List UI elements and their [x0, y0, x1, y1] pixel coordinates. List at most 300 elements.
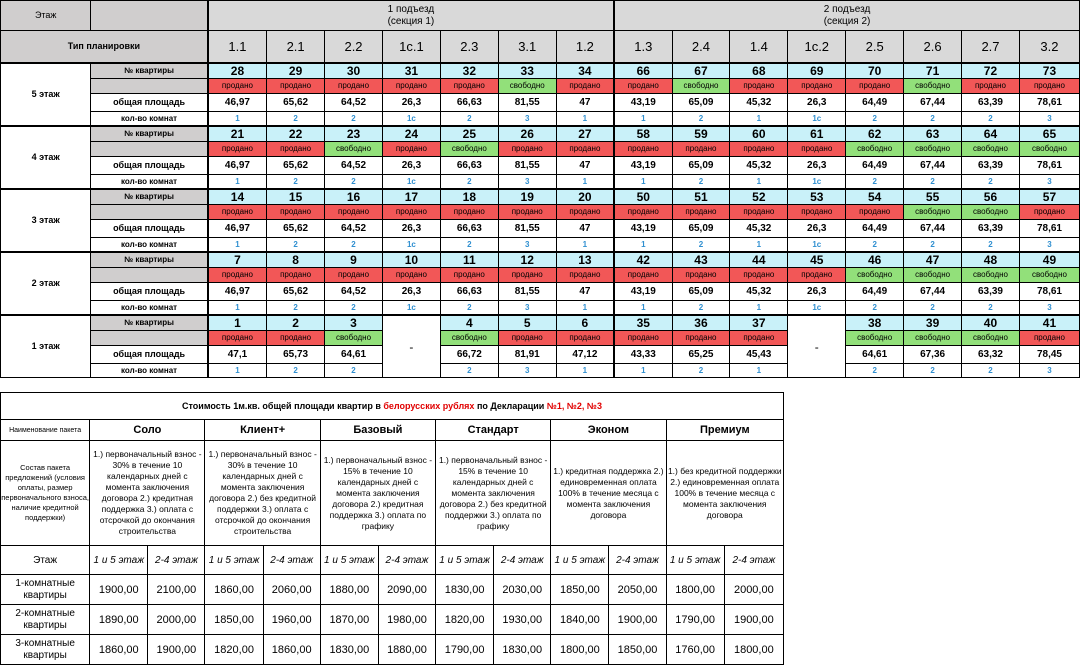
price-table-title: Стоимость 1м.кв. общей площади квартир в белорусских рублях по Декларации №1, №2, №3 — [1, 393, 784, 420]
status-badge: продано — [498, 142, 556, 157]
floor-group-2-4: 2-4 этаж — [378, 546, 435, 575]
apartment-area: 64,52 — [325, 283, 383, 301]
room-count: 1 — [730, 364, 788, 378]
room-count: 1 — [556, 112, 614, 127]
room-count: 1 — [614, 364, 672, 378]
apartment-number: 24 — [382, 126, 440, 142]
apartment-number: 19 — [498, 189, 556, 205]
apartment-number: 54 — [846, 189, 904, 205]
apartment-number: 10 — [382, 252, 440, 268]
apartment-number: 29 — [267, 63, 325, 79]
rooms-label: кол-во комнат — [91, 301, 208, 316]
status-badge: продано — [556, 142, 614, 157]
apartment-area: 65,62 — [267, 94, 325, 112]
price-cell: 2090,00 — [378, 575, 435, 605]
floor-group-2-4: 2-4 этаж — [724, 546, 783, 575]
apartment-area: 47,1 — [208, 346, 267, 364]
room-count: 1 — [614, 238, 672, 253]
room-count: 1 — [208, 175, 267, 190]
apartment-area: 67,36 — [904, 346, 962, 364]
apartment-number: 44 — [730, 252, 788, 268]
apartment-area: 63,39 — [962, 283, 1020, 301]
apartment-area: 65,73 — [267, 346, 325, 364]
price-cell: 2100,00 — [148, 575, 205, 605]
apartment-area: 64,52 — [325, 220, 383, 238]
area-label: общая площадь — [91, 157, 208, 175]
apartment-number: 73 — [1019, 63, 1079, 79]
price-cell: 1870,00 — [320, 605, 378, 635]
package-name-label: Наименование пакета — [1, 420, 90, 441]
layout-type-label: Тип планировки — [1, 31, 208, 64]
apartment-number: 47 — [904, 252, 962, 268]
status-badge: продано — [672, 142, 730, 157]
apartment-area: 81,55 — [498, 94, 556, 112]
status-label-blank — [91, 331, 208, 346]
price-cell: 1800,00 — [551, 635, 609, 665]
apartment-number: 26 — [498, 126, 556, 142]
room-count: 3 — [498, 301, 556, 316]
room-count: 2 — [962, 364, 1020, 378]
room-count: 2 — [440, 175, 498, 190]
apartment-number: 64 — [962, 126, 1020, 142]
status-badge: продано — [614, 268, 672, 283]
room-count: 2 — [846, 112, 904, 127]
floor-group-2-4: 2-4 этаж — [494, 546, 551, 575]
room-type-label: 1-комнатные квартиры — [1, 575, 90, 605]
no-apartment-dash: - — [788, 315, 846, 378]
apartment-number: 3 — [325, 315, 383, 331]
apt-number-label: № квартиры — [91, 189, 208, 205]
apartment-area: 43,19 — [614, 94, 672, 112]
apartment-area: 43,19 — [614, 220, 672, 238]
status-badge: свободно — [846, 142, 904, 157]
apartment-number: 30 — [325, 63, 383, 79]
apartment-number: 49 — [1019, 252, 1079, 268]
status-badge: продано — [614, 205, 672, 220]
floor-group-1-5: 1 и 5 этаж — [205, 546, 263, 575]
room-count: 1с — [788, 238, 846, 253]
price-cell: 1800,00 — [724, 635, 783, 665]
status-badge: свободно — [498, 79, 556, 94]
price-cell: 1860,00 — [263, 635, 320, 665]
room-count: 3 — [1019, 175, 1079, 190]
apartment-number: 15 — [267, 189, 325, 205]
price-floor-label: Этаж — [1, 546, 90, 575]
apartment-area: 65,62 — [267, 283, 325, 301]
apartment-area: 26,3 — [788, 283, 846, 301]
apartment-area: 47 — [556, 283, 614, 301]
room-count: 2 — [962, 238, 1020, 253]
apartment-number: 50 — [614, 189, 672, 205]
apartment-area: 43,19 — [614, 283, 672, 301]
apartment-number: 20 — [556, 189, 614, 205]
layout-type-cell: 2.5 — [846, 31, 904, 64]
apartment-number: 35 — [614, 315, 672, 331]
header-blank — [91, 1, 208, 31]
apartment-area: 26,3 — [382, 157, 440, 175]
price-cell: 2000,00 — [148, 605, 205, 635]
room-count: 2 — [267, 364, 325, 378]
status-badge: продано — [672, 205, 730, 220]
package-name: Соло — [90, 420, 205, 441]
status-badge: свободно — [325, 331, 383, 346]
apartment-number: 27 — [556, 126, 614, 142]
room-count: 1 — [208, 112, 267, 127]
apartment-area: 46,97 — [208, 220, 267, 238]
apartment-number: 58 — [614, 126, 672, 142]
apartment-area: 26,3 — [382, 94, 440, 112]
room-count: 2 — [846, 175, 904, 190]
room-count: 2 — [440, 364, 498, 378]
room-count: 2 — [267, 112, 325, 127]
apartment-area: 64,52 — [325, 157, 383, 175]
room-count: 2 — [325, 364, 383, 378]
status-badge: продано — [1019, 331, 1079, 346]
apartment-area: 64,61 — [846, 346, 904, 364]
price-cell: 1850,00 — [205, 605, 263, 635]
floor-name: 3 этаж — [1, 189, 91, 252]
apartment-number: 66 — [614, 63, 672, 79]
status-badge: продано — [556, 79, 614, 94]
apartment-number: 2 — [267, 315, 325, 331]
status-badge: продано — [267, 79, 325, 94]
price-cell: 1820,00 — [436, 605, 494, 635]
apartment-number: 17 — [382, 189, 440, 205]
apartment-area: 45,32 — [730, 94, 788, 112]
floor-name: 2 этаж — [1, 252, 91, 315]
apartment-number: 36 — [672, 315, 730, 331]
status-badge: продано — [1019, 79, 1079, 94]
status-badge: свободно — [904, 205, 962, 220]
apartment-area: 46,97 — [208, 283, 267, 301]
status-badge: свободно — [846, 268, 904, 283]
status-badge: продано — [208, 142, 267, 157]
rooms-label: кол-во комнат — [91, 112, 208, 127]
room-count: 1 — [208, 301, 267, 316]
price-cell: 1980,00 — [378, 605, 435, 635]
price-cell: 1930,00 — [494, 605, 551, 635]
room-count: 3 — [1019, 112, 1079, 127]
apartment-area: 65,09 — [672, 157, 730, 175]
floor-group-1-5: 1 и 5 этаж — [90, 546, 148, 575]
status-badge: свободно — [1019, 142, 1079, 157]
price-cell: 1840,00 — [551, 605, 609, 635]
status-badge: продано — [730, 142, 788, 157]
floor-name: 4 этаж — [1, 126, 91, 189]
room-count: 2 — [325, 112, 383, 127]
apartment-number: 42 — [614, 252, 672, 268]
apartment-area: 81,55 — [498, 220, 556, 238]
room-count: 2 — [962, 112, 1020, 127]
status-badge: свободно — [325, 142, 383, 157]
layout-type-cell: 2.6 — [904, 31, 962, 64]
status-badge: продано — [498, 205, 556, 220]
status-badge: продано — [614, 331, 672, 346]
apartment-area: 64,49 — [846, 94, 904, 112]
apartment-area: 45,32 — [730, 283, 788, 301]
status-badge: продано — [498, 331, 556, 346]
package-composition-label: Состав пакета предложений (условия оплаты, размер первоначального взноса, наличие кредитной поддержки) — [1, 441, 90, 546]
price-cell: 1880,00 — [320, 575, 378, 605]
apartment-area: 26,3 — [382, 220, 440, 238]
status-badge: продано — [730, 268, 788, 283]
status-badge: продано — [382, 79, 440, 94]
apartment-area: 45,32 — [730, 220, 788, 238]
package-name: Клиент+ — [205, 420, 320, 441]
status-badge: продано — [267, 142, 325, 157]
room-count: 1с — [788, 301, 846, 316]
room-count: 1 — [614, 301, 672, 316]
layout-type-cell: 2.3 — [440, 31, 498, 64]
status-badge: продано — [672, 268, 730, 283]
apartment-number: 43 — [672, 252, 730, 268]
price-cell: 1860,00 — [205, 575, 263, 605]
price-cell: 1850,00 — [609, 635, 666, 665]
status-badge: продано — [267, 331, 325, 346]
apartment-area: 78,61 — [1019, 94, 1079, 112]
apartment-area: 66,63 — [440, 283, 498, 301]
room-count: 2 — [325, 238, 383, 253]
status-badge: продано — [440, 79, 498, 94]
apartment-area: 65,62 — [267, 220, 325, 238]
apartment-area: 26,3 — [788, 94, 846, 112]
price-cell: 1900,00 — [609, 605, 666, 635]
status-label-blank — [91, 268, 208, 283]
apartment-area: 64,61 — [325, 346, 383, 364]
room-count: 2 — [325, 301, 383, 316]
room-count: 2 — [440, 301, 498, 316]
apartment-area: 65,25 — [672, 346, 730, 364]
status-badge: свободно — [440, 331, 498, 346]
status-badge: продано — [325, 268, 383, 283]
apartment-area: 64,49 — [846, 157, 904, 175]
room-count: 2 — [325, 175, 383, 190]
status-badge: продано — [846, 79, 904, 94]
apartment-number: 28 — [208, 63, 267, 79]
layout-type-cell: 1с.2 — [788, 31, 846, 64]
apartment-number: 46 — [846, 252, 904, 268]
apartment-area: 67,44 — [904, 220, 962, 238]
floor-group-2-4: 2-4 этаж — [148, 546, 205, 575]
area-label: общая площадь — [91, 283, 208, 301]
apartment-number: 25 — [440, 126, 498, 142]
status-badge: продано — [382, 205, 440, 220]
room-count: 2 — [672, 301, 730, 316]
status-badge: продано — [208, 268, 267, 283]
floor-group-2-4: 2-4 этаж — [263, 546, 320, 575]
room-count: 3 — [1019, 301, 1079, 316]
price-cell: 1900,00 — [148, 635, 205, 665]
package-description: 1.) кредитная поддержка 2.) единовременная оплата 100% в течение месяца с момента заключения договора — [551, 441, 666, 546]
layout-type-cell: 1.1 — [208, 31, 267, 64]
room-count: 2 — [440, 112, 498, 127]
apartment-number: 57 — [1019, 189, 1079, 205]
apartment-area: 46,97 — [208, 157, 267, 175]
apt-number-label: № квартиры — [91, 126, 208, 142]
apartment-area: 67,44 — [904, 157, 962, 175]
room-count: 2 — [846, 238, 904, 253]
package-description: 1.) первоначальный взнос - 15% в течение 10 календарных дней с момента заключения договора 2.) без кредитной поддержки 3.) оплата по графику — [436, 441, 551, 546]
package-description: 1.) первоначальный взнос - 15% в течение 10 календарных дней с момента заключения договора 2.) кредитная поддержка 3.) оплата по графику — [320, 441, 435, 546]
area-label: общая площадь — [91, 220, 208, 238]
apartment-area: 47,12 — [556, 346, 614, 364]
price-table — [0, 392, 784, 665]
price-cell: 1830,00 — [436, 575, 494, 605]
apartment-area: 64,52 — [325, 94, 383, 112]
status-badge: продано — [556, 205, 614, 220]
package-description: 1.) первоначальный взнос - 30% в течение 10 календарных дней с момента заключения договора 2.) кредитная поддержка 3.) оплата с отсрочкой до окончания строительства — [90, 441, 205, 546]
price-cell: 1830,00 — [494, 635, 551, 665]
room-count: 2 — [904, 364, 962, 378]
apartment-number: 12 — [498, 252, 556, 268]
apt-number-label: № квартиры — [91, 63, 208, 79]
apartment-area: 46,97 — [208, 94, 267, 112]
status-badge: продано — [730, 79, 788, 94]
status-badge: продано — [440, 205, 498, 220]
room-count: 1 — [556, 238, 614, 253]
apt-number-label: № квартиры — [91, 315, 208, 331]
floor-name: 1 этаж — [1, 315, 91, 378]
room-count: 2 — [904, 238, 962, 253]
status-badge: свободно — [1019, 268, 1079, 283]
status-badge: продано — [788, 205, 846, 220]
price-cell: 1850,00 — [551, 575, 609, 605]
status-label-blank — [91, 205, 208, 220]
layout-type-cell: 2.2 — [325, 31, 383, 64]
apartment-area: 81,55 — [498, 283, 556, 301]
apartment-area: 67,44 — [904, 94, 962, 112]
status-badge: продано — [556, 268, 614, 283]
room-count: 1с — [382, 238, 440, 253]
apartment-number: 51 — [672, 189, 730, 205]
apartment-number: 18 — [440, 189, 498, 205]
price-cell: 1880,00 — [378, 635, 435, 665]
apartment-number: 68 — [730, 63, 788, 79]
layout-type-cell: 2.4 — [672, 31, 730, 64]
room-count: 2 — [904, 301, 962, 316]
rooms-label: кол-во комнат — [91, 175, 208, 190]
apartment-number: 33 — [498, 63, 556, 79]
apartment-number: 7 — [208, 252, 267, 268]
price-cell: 1790,00 — [666, 605, 724, 635]
room-count: 1 — [556, 364, 614, 378]
apartment-number: 69 — [788, 63, 846, 79]
apartment-area: 26,3 — [788, 157, 846, 175]
room-count: 2 — [672, 238, 730, 253]
apartment-area: 64,49 — [846, 220, 904, 238]
package-name: Эконом — [551, 420, 666, 441]
status-badge: продано — [614, 142, 672, 157]
room-count: 2 — [672, 175, 730, 190]
room-count: 1 — [556, 301, 614, 316]
apartment-number: 38 — [846, 315, 904, 331]
apartment-number: 16 — [325, 189, 383, 205]
package-name: Стандарт — [436, 420, 551, 441]
apartment-number: 72 — [962, 63, 1020, 79]
apartment-number: 37 — [730, 315, 788, 331]
apartment-number: 13 — [556, 252, 614, 268]
status-badge: свободно — [962, 142, 1020, 157]
apartment-area: 26,3 — [788, 220, 846, 238]
room-count: 1 — [730, 175, 788, 190]
status-badge: продано — [498, 268, 556, 283]
floor-name: 5 этаж — [1, 63, 91, 126]
price-cell: 2050,00 — [609, 575, 666, 605]
apartment-number: 59 — [672, 126, 730, 142]
apartment-area: 65,62 — [267, 157, 325, 175]
apartment-number: 34 — [556, 63, 614, 79]
room-count: 2 — [904, 175, 962, 190]
status-badge: продано — [208, 331, 267, 346]
status-badge: продано — [672, 331, 730, 346]
apartment-number: 22 — [267, 126, 325, 142]
apartment-area: 66,63 — [440, 157, 498, 175]
apartment-number: 9 — [325, 252, 383, 268]
floor-group-1-5: 1 и 5 этаж — [320, 546, 378, 575]
status-badge: свободно — [440, 142, 498, 157]
room-count: 1 — [614, 175, 672, 190]
apartment-number: 39 — [904, 315, 962, 331]
apartment-number: 14 — [208, 189, 267, 205]
room-count: 1 — [208, 238, 267, 253]
status-badge: продано — [440, 268, 498, 283]
room-count: 2 — [267, 301, 325, 316]
apartment-number: 71 — [904, 63, 962, 79]
room-count: 2 — [962, 175, 1020, 190]
apartment-area: 63,39 — [962, 94, 1020, 112]
apartment-area: 65,09 — [672, 220, 730, 238]
room-count: 3 — [498, 238, 556, 253]
apartment-area: 63,39 — [962, 157, 1020, 175]
apartment-number: 62 — [846, 126, 904, 142]
room-count: 2 — [672, 112, 730, 127]
apartment-number: 67 — [672, 63, 730, 79]
apartment-area: 66,63 — [440, 220, 498, 238]
apartment-number: 52 — [730, 189, 788, 205]
status-badge: продано — [788, 142, 846, 157]
section2-header: 2 подъезд (секция 2) — [614, 1, 1079, 31]
apartment-area: 64,49 — [846, 283, 904, 301]
status-badge: продано — [730, 331, 788, 346]
price-cell: 1760,00 — [666, 635, 724, 665]
price-cell: 2000,00 — [724, 575, 783, 605]
price-cell: 1800,00 — [666, 575, 724, 605]
floor-header: Этаж — [1, 1, 91, 31]
apt-number-label: № квартиры — [91, 252, 208, 268]
apartment-area: 47 — [556, 220, 614, 238]
room-count: 3 — [498, 175, 556, 190]
apartment-area: 47 — [556, 157, 614, 175]
room-count: 2 — [904, 112, 962, 127]
room-count: 1с — [788, 175, 846, 190]
room-count: 2 — [440, 238, 498, 253]
status-badge: свободно — [904, 79, 962, 94]
status-label-blank — [91, 142, 208, 157]
room-count: 3 — [498, 364, 556, 378]
room-count: 2 — [846, 301, 904, 316]
price-cell: 1830,00 — [320, 635, 378, 665]
room-count: 1 — [730, 112, 788, 127]
apartment-number: 21 — [208, 126, 267, 142]
apartment-area: 81,55 — [498, 157, 556, 175]
price-cell: 2060,00 — [263, 575, 320, 605]
status-badge: продано — [267, 268, 325, 283]
status-badge: продано — [730, 205, 788, 220]
room-count: 2 — [267, 175, 325, 190]
status-badge: продано — [1019, 205, 1079, 220]
apartment-area: 45,43 — [730, 346, 788, 364]
apartment-number: 31 — [382, 63, 440, 79]
